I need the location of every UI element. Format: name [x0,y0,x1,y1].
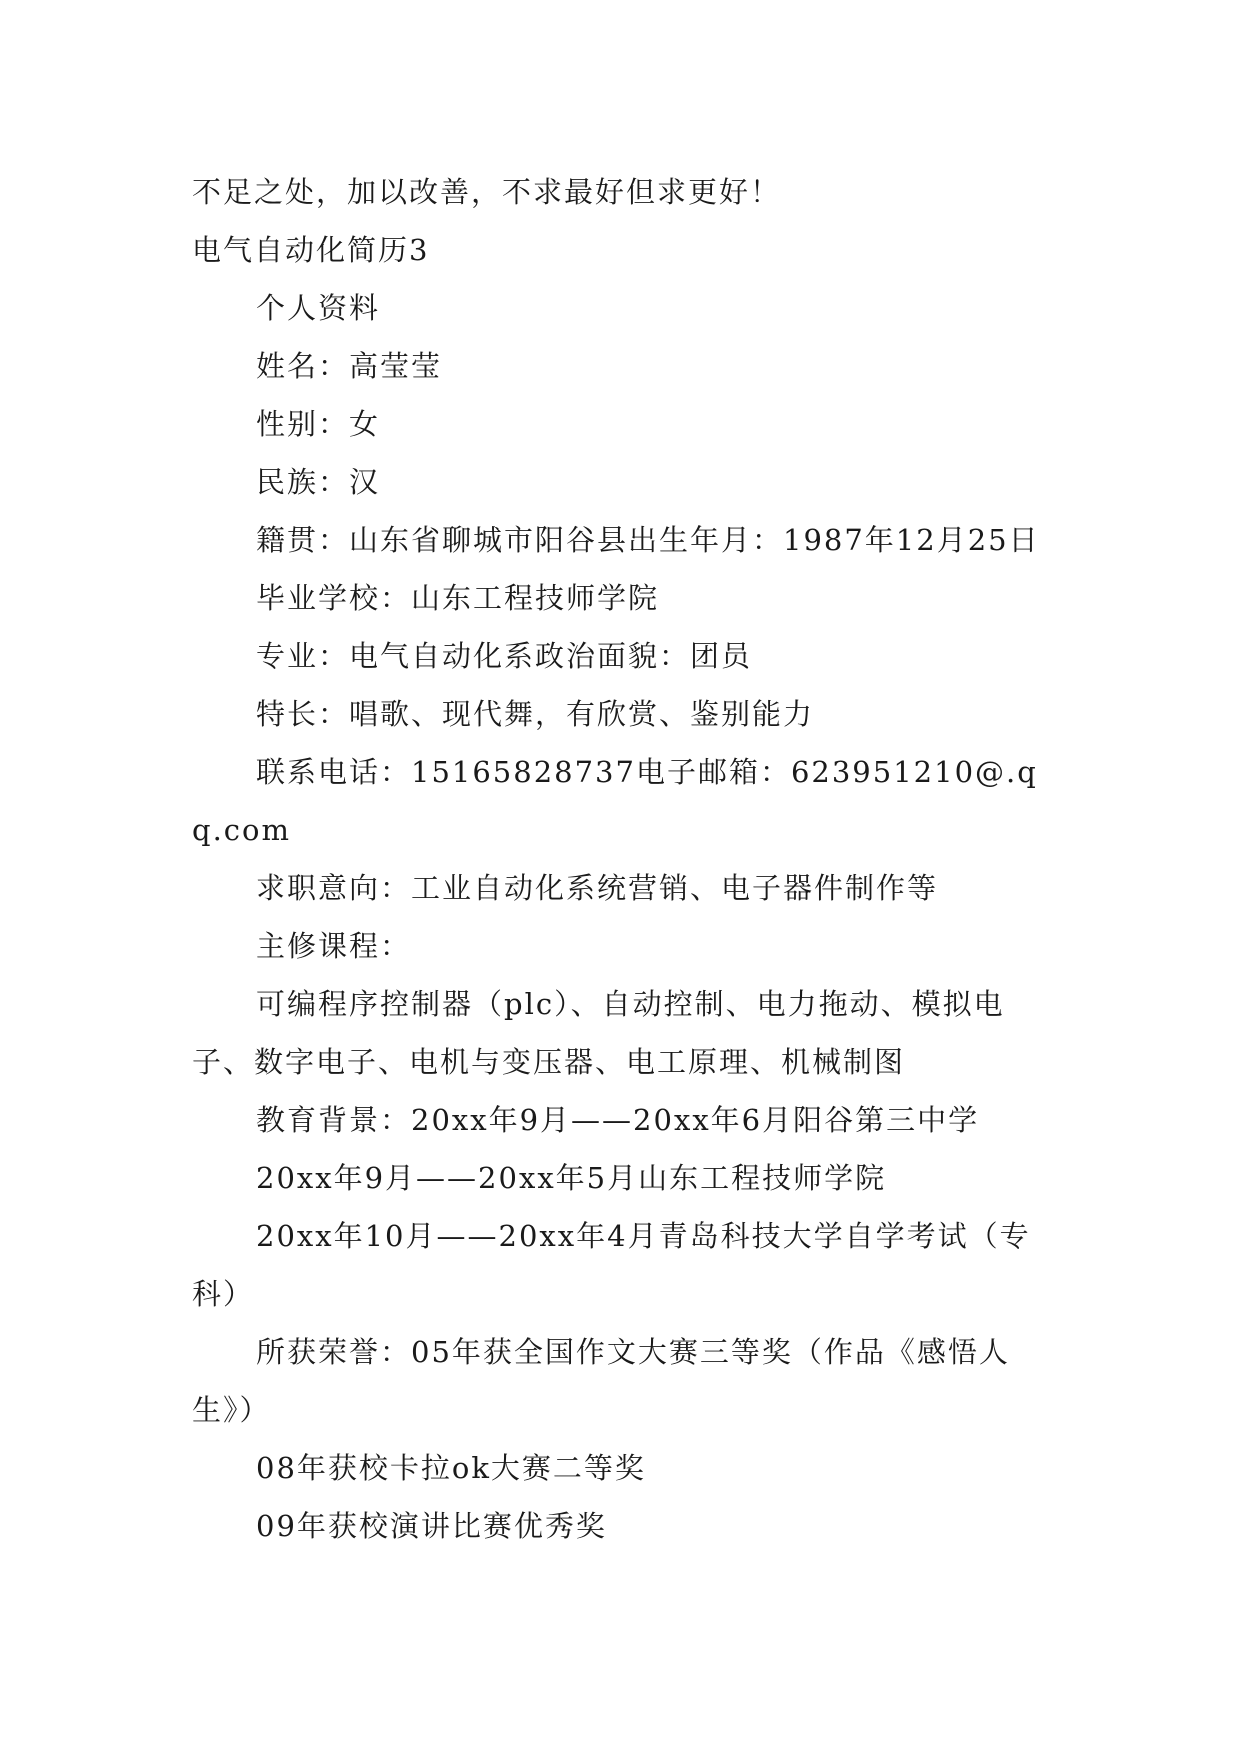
section-heading: 个人资料 [256,291,381,325]
education-line: 教育背景：20xx年9月——20xx年6月阳谷第三中学 [256,1103,980,1137]
school-line: 毕业学校：山东工程技师学院 [256,581,660,615]
ethnicity-line: 民族：汉 [256,465,381,499]
gender-line: 性别：女 [256,407,381,441]
education-line: 20xx年10月——20xx年4月青岛科技大学自学考试（专科） [192,1219,1031,1311]
education-line: 20xx年9月——20xx年5月山东工程技师学院 [256,1161,887,1195]
skills-line: 特长：唱歌、现代舞，有欣赏、鉴别能力 [256,697,815,731]
job-intention-line: 求职意向：工业自动化系统营销、电子器件制作等 [256,871,939,905]
contact-line: 联系电话：15165828737电子邮箱：623951210@.qq.com [192,755,1038,847]
origin-birth-line: 籍贯：山东省聊城市阳谷县出生年月：1987年12月25日 [256,523,1040,557]
name-line: 姓名：高莹莹 [256,349,443,383]
text-line: 不足之处，加以改善，不求最好但求更好！ [192,175,782,209]
courses-heading: 主修课程： [256,929,412,963]
honor-line: 08年获校卡拉ok大赛二等奖 [256,1451,646,1485]
honor-line: 09年获校演讲比赛优秀奖 [256,1509,607,1543]
major-line: 专业：电气自动化系政治面貌：团员 [256,639,753,673]
courses-line: 可编程序控制器（plc）、自动控制、电力拖动、模拟电子、数字电子、电机与变压器、电工原理、机械制图 [192,987,1005,1079]
document-body [192,163,1052,1555]
section-title: 电气自动化简历3 [192,233,430,267]
honor-line: 所获荣誉：05年获全国作文大赛三等奖（作品《感悟人生》） [192,1335,1010,1427]
